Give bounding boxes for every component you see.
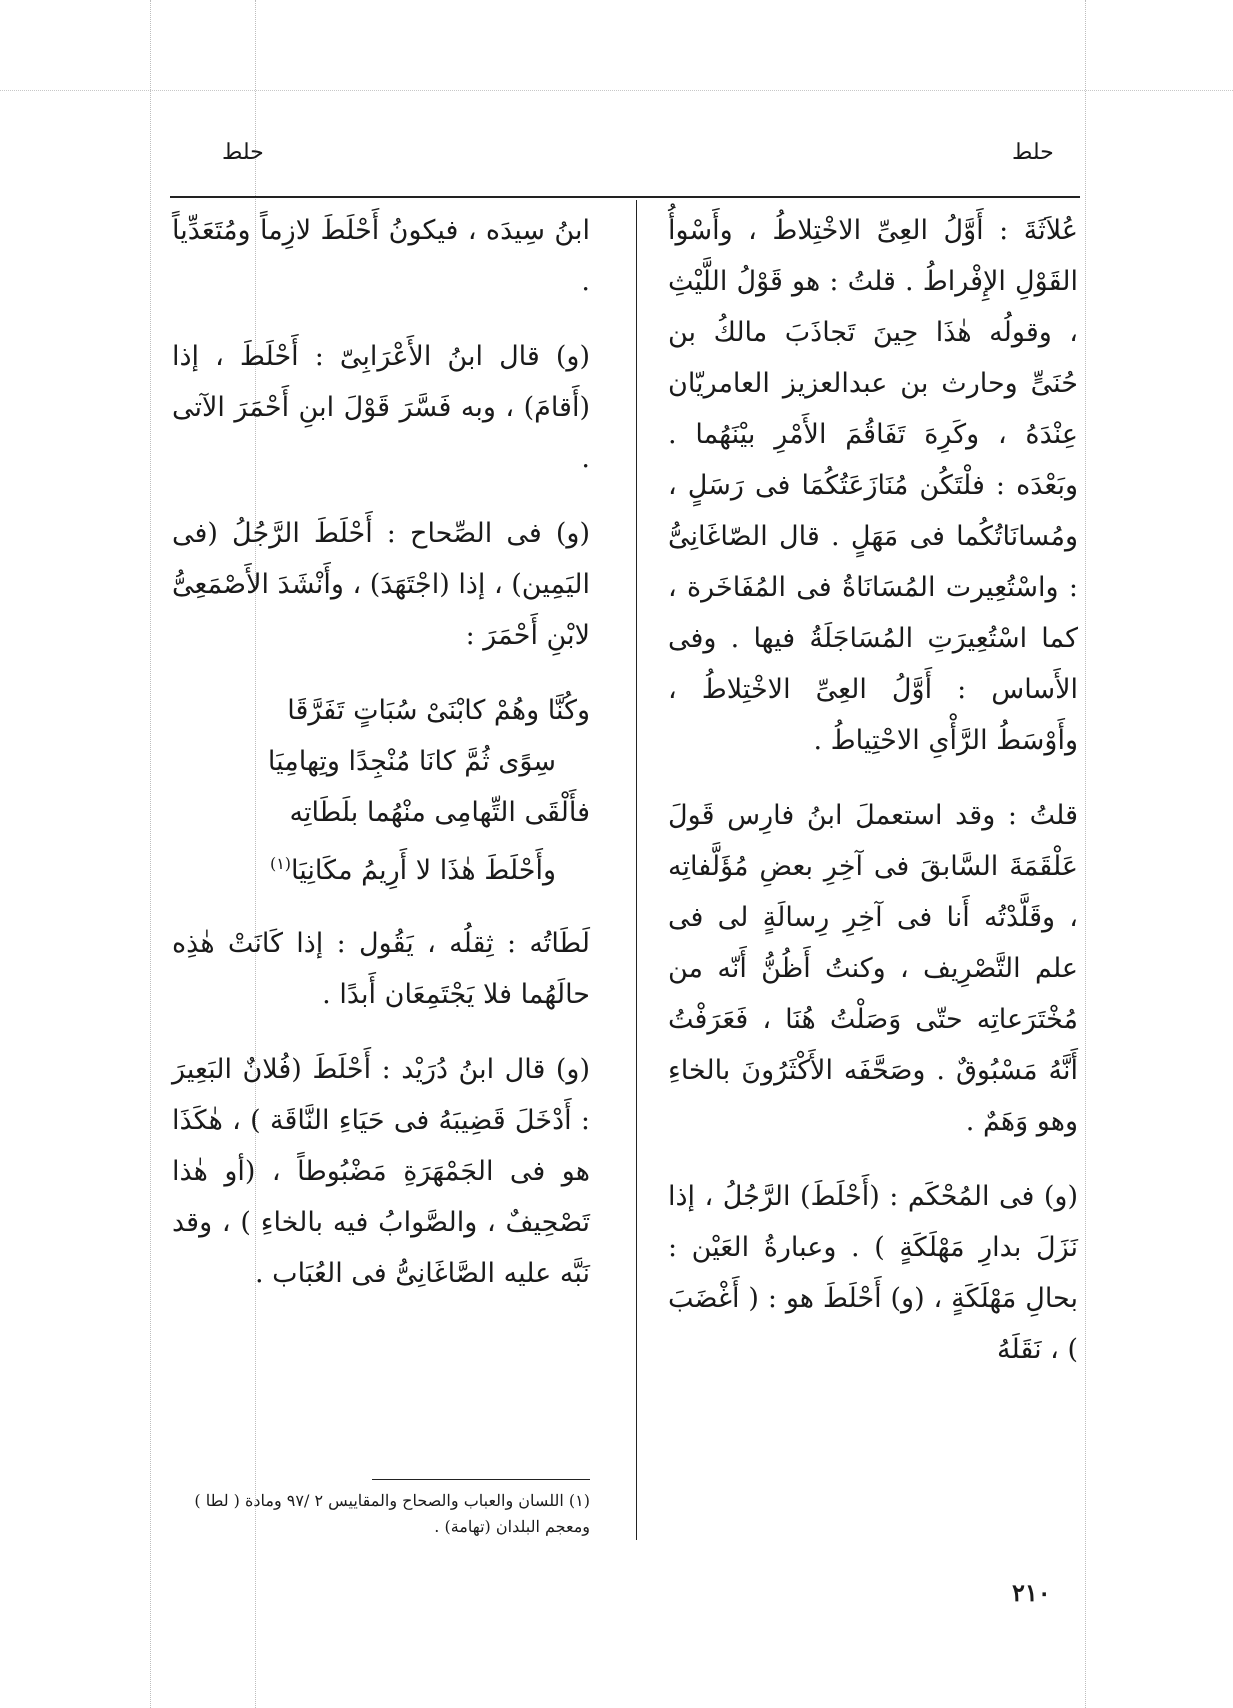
right-column bbox=[668, 205, 1078, 1399]
paragraph: عُلاَثَةَ : أَوَّلُ العِىِّ الاخْتِلاطُ ، وأَسْوأُ القَوْلِ الإِفْراطُ . قلتُ : هو قَوْلُ اللَّيْثِ ، وقولُه هٰذَا حِينَ تَجاذَبَ مالكُ بن حُنَىٍّ وحارث بن عبدالعزيز العامريّان عِنْدَهُ ، وكَرِهَ تَفَاقُمَ الأَمْرِ بيْنَهُما . وبَعْدَه : فلْتَكُن مُنَازَعَتُكُمَا فى رَسَلٍ ، ومُسانَاتُكُما فى مَهَلٍ . قال الصّاغَانِىُّ : واسْتُعِيرت المُسَانَاةُ فى المُفَاخَرة ، كما اسْتُعِيرَتِ المُسَاجَلَةُ فيها . وفى الأَساس : أَوَّلُ العِىِّ الاخْتِلاطُ ، وأَوْسَطُ الرَّأْىِ الاحْتِياطُ . bbox=[668, 215, 1078, 756]
left-column bbox=[172, 205, 590, 1323]
page-number: ٢١٠ bbox=[1012, 1578, 1051, 1607]
paragraph: (و) قال ابنُ الأَعْرَابِىّ : أَحْلَطَ ، إذا (أَقامَ) ، وبه فَسَّرَ قَوْلَ ابنِ أَحْمَرَ الآتى . bbox=[172, 341, 590, 474]
verse-text: وأَحْلَطَ هٰذَا لا أَرِيمُ مكَانِيَا bbox=[291, 855, 556, 886]
verse-line: فأَلْقَى التِّهامِى منْهُما بلَطَاتِه bbox=[289, 797, 590, 828]
running-head-right: حلط bbox=[1012, 140, 1054, 165]
verse-line bbox=[172, 838, 590, 896]
paragraph: لَطَاتُه : ثِقلُه ، يَقُول : إذا كَانَتْ هٰذِه حالَهُما فلا يَجْتَمِعَان أَبدًا . bbox=[172, 928, 590, 1010]
paragraph: (و) قال ابنُ دُرَيْد : أَحْلَطَ (فُلانٌ البَعِيرَ : أَدْخَلَ قَضِيبَهُ فى حَيَاءِ النَّاقَة ) ، هٰكَذَا هو فى الجَمْهَرَةِ مَضْبُوطاً ، (أو هٰذا تَصْحِيفٌ ، والصَّوابُ فيه بالخاءِ ) ، وقد نَبَّه عليه الصَّاغَانِىُّ فى العُبَاب . bbox=[172, 1054, 590, 1289]
running-head-left: حلط bbox=[222, 140, 264, 165]
poem-verse bbox=[172, 685, 590, 896]
verse-line: وكُنَّا وهُمْ كابْنَىْ سُبَاتٍ تَفَرَّقَا bbox=[287, 695, 590, 726]
column-divider bbox=[636, 200, 637, 1540]
paragraph: (و) فى الصِّحاح : أَحْلَطَ الرَّجُلُ (فى اليَمِين) ، إذا (اجْتَهَدَ) ، وأَنْشَدَ الأَصْمَعِىُّ لابْنِ أَحْمَرَ : bbox=[172, 518, 590, 651]
footnote-marker: (١) bbox=[269, 854, 292, 873]
footnote-rule bbox=[372, 1479, 590, 1480]
footnote: (١) اللسان والعباب والصحاح والمقاييس ٢ /٩٧ ومادة ( لطا ) ومعجم البلدان (تهامة) . bbox=[194, 1491, 590, 1536]
paragraph: ابنُ سِيدَه ، فيكونُ أَحْلَطَ لازِماً ومُتَعَدِّياً . bbox=[172, 215, 590, 297]
verse-line: سِوًى ثُمَّ كانَا مُنْجِدًا وتِهامِيَا bbox=[267, 746, 556, 777]
header-rule bbox=[170, 196, 1080, 198]
paragraph: (و) فى المُحْكَم : (أَحْلَطَ) الرَّجُلُ ، إذا نَزَلَ بدارِ مَهْلَكَةٍ ) . وعبارةُ العَيْن : بحالِ مَهْلَكَةٍ ، (و) أَحْلَطَ هو : ( أَغْضَبَ ) ، نَقَلَهُ bbox=[668, 1181, 1078, 1365]
paragraph: قلتُ : وقد استعملَ ابنُ فارِس قَولَ عَلْقَمَةَ السَّابقَ فى آخِرِ بعضِ مُؤَلَّفاتِه ، وقَلَّدْتُه أَنا فى آخِرِ رِسالَةٍ لى فى علم التَّصْرِيف ، وكنتُ أَظُنُّ أَنّه من مُخْتَرَعاتِه حتّى وَصَلْتُ هُنَا ، فَعَرَفْتُ أَنَّهُ مَسْبُوقٌ . وصَحَّفَه الأَكْثَرُونَ بالخاءِ وهو وَهَمٌ . bbox=[668, 800, 1078, 1137]
